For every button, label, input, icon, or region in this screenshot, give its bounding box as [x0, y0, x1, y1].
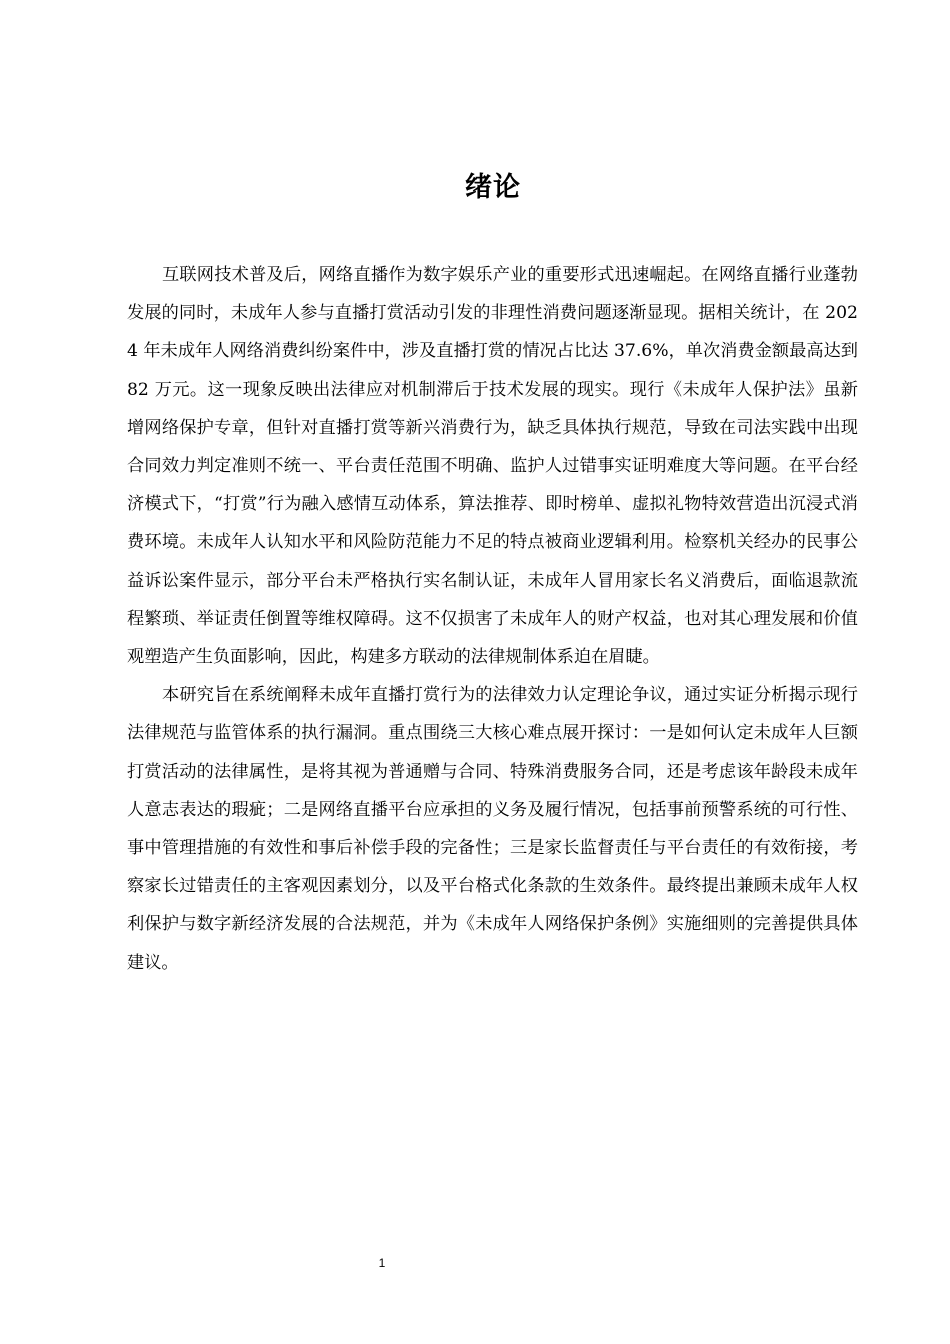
body-text — [127, 256, 858, 982]
page-number: 1 — [378, 1256, 386, 1270]
page-title: 绪论 — [465, 172, 521, 203]
paragraph-2: 本研究旨在系统阐释未成年直播打赏行为的法律效力认定理论争议，通过实证分析揭示现行法律规范与监管体系的执行漏洞。重点围绕三大核心难点展开探讨：一是如何认定未成年人巨额打赏活动的法律属性，是将其视为普通赠与合同、特殊消费服务合同，还是考虑该年龄段未成年人意志表达的瑕疵；二是网络直播平台应承担的义务及履行情况，包括事前预警系统的可行性、事中管理措施的有效性和事后补偿手段的完备性；三是家长监督责任与平台责任的有效衔接，考察家长过错责任的主客观因素划分，以及平台格式化条款的生效条件。最终提出兼顾未成年人权利保护与数字新经济发展的合法规范，并为《未成年人网络保护条例》实施细则的完善提供具体建议。 — [127, 685, 858, 973]
paragraph-1: 互联网技术普及后，网络直播作为数字娱乐产业的重要形式迅速崛起。在网络直播行业蓬勃发展的同时，未成年人参与直播打赏活动引发的非理性消费问题逐渐显现。据相关统计，在 2024 年未成年人网络消费纠纷案件中，涉及直播打赏的情况占比达 37.6%，单次消费金额最高达到 82 万元。这一现象反映出法律应对机制滞后于技术发展的现实。现行《未成年人保护法》虽新增网络保护专章，但针对直播打赏等新兴消费行为，缺乏具体执行规范，导致在司法实践中出现合同效力判定准则不统一、平台责任范围不明确、监护人过错事实证明难度大等问题。在平台经济模式下，“打赏”行为融入感情互动体系，算法推荐、即时榜单、虚拟礼物特效营造出沉浸式消费环境。未成年人认知水平和风险防范能力不足的特点被商业逻辑利用。检察机关经办的民事公益诉讼案件显示，部分平台未严格执行实名制认证，未成年人冒用家长名义消费后，面临退款流程繁琐、举证责任倒置等维权障碍。这不仅损害了未成年人的财产权益，也对其心理发展和价值观塑造产生负面影响，因此，构建多方联动的法律规制体系迫在眉睫。 — [127, 265, 858, 668]
